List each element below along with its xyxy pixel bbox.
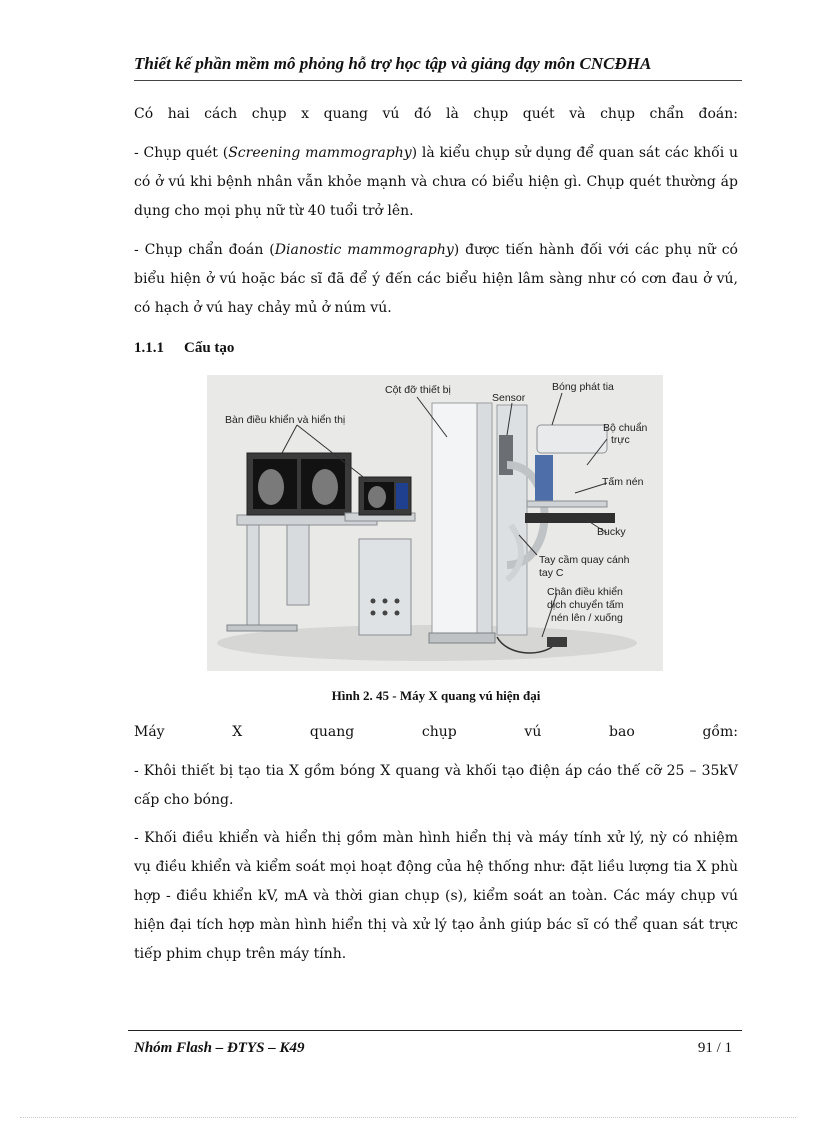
screening-term: Screening mammography bbox=[228, 145, 412, 161]
machine-intro: Máy X quang chụp vú bao gồm: bbox=[134, 724, 738, 740]
label-handle-line2: tay C bbox=[539, 567, 564, 579]
label-sensor: Sensor bbox=[492, 392, 526, 404]
screening-paragraph bbox=[134, 139, 738, 226]
label-tube: Bóng phát tia bbox=[552, 381, 614, 393]
section-heading bbox=[134, 340, 234, 357]
page-number: 91 / 1 bbox=[697, 1040, 732, 1056]
label-pedal-line2: dịch chuyển tấm bbox=[547, 599, 624, 611]
label-pedal-line1: Chân điều khiển bbox=[547, 586, 623, 598]
footer-group: Nhóm Flash – ĐTYS – K49 bbox=[134, 1040, 305, 1056]
label-bucky: Bucky bbox=[597, 526, 626, 538]
label-column: Cột đỡ thiết bị bbox=[385, 384, 451, 396]
label-collimator-line2: trực bbox=[611, 434, 630, 446]
page-bottom-border bbox=[20, 1117, 796, 1118]
control-unit-paragraph: - Khối điều khiển và hiển thị gồm màn hình hiển thị và máy tính xử lý, nỳ có nhiệm vụ điều khiển và kiểm soát mọi hoạt động của hệ thống như: đặt liều lượng tia X phù hợp - điều khiển kV, mA và thời gian chụp (s), kiểm soát an toàn. Các máy chụp vú hiện đại tích hợp màn hình hiển thị và xử lý tạo ảnh giúp bác sĩ có thể quan sát trực tiếp phim chụp trên máy tính. bbox=[134, 830, 738, 962]
screening-after: ) là kiểu chụp sử dụng để quan sát các khối u có ở vú khi bệnh nhân vẫn khỏe mạnh và chưa có biểu hiện gì. Chụp quét thường áp dụng cho mọi phụ nữ từ 40 tuổi trở lên. bbox=[134, 145, 739, 219]
diagnostic-after: ) được tiến hành đối với các phụ nữ có biểu hiện ở vú hoặc bác sĩ đã để ý đến các biểu hiện lâm sàng như có cơn đau ở vú, có hạch ở vú hay chảy mủ ở núm vú. bbox=[134, 242, 738, 316]
diagnostic-paragraph bbox=[134, 236, 738, 323]
footer-rule bbox=[128, 1030, 742, 1031]
header-rule bbox=[134, 80, 742, 81]
screening-before: - Chụp quét ( bbox=[134, 145, 229, 161]
mammography-machine-illustration bbox=[207, 375, 663, 671]
tube-unit-paragraph: - Khôi thiết bị tạo tia X gồm bóng X quang và khối tạo điện áp cáo thế cỡ 25 – 35kV cấp cho bóng. bbox=[134, 763, 738, 808]
label-collimator-line1: Bộ chuẩn bbox=[603, 422, 648, 434]
label-plate: Tấm nén bbox=[602, 476, 644, 488]
label-console: Bàn điều khiển và hiển thị bbox=[225, 414, 346, 426]
section-title: Cấu tạo bbox=[184, 340, 235, 356]
intro-paragraph: Có hai cách chụp x quang vú đó là chụp quét và chụp chẩn đoán: bbox=[134, 106, 738, 122]
mammography-machine-figure bbox=[207, 375, 663, 671]
label-pedal-line3: nén lên / xuống bbox=[551, 612, 623, 624]
section-number: 1.1.1 bbox=[134, 340, 164, 356]
diagnostic-before: - Chụp chẩn đoán ( bbox=[134, 242, 275, 258]
figure-caption: Hình 2. 45 - Máy X quang vú hiện đại bbox=[331, 688, 541, 703]
label-handle-line1: Tay cầm quay cánh bbox=[539, 554, 630, 566]
diagnostic-term: Dianostic mammography bbox=[274, 242, 454, 258]
running-header: Thiết kế phần mềm mô phỏng hỗ trợ học tập và giảng dạy môn CNCĐHA bbox=[134, 54, 652, 73]
